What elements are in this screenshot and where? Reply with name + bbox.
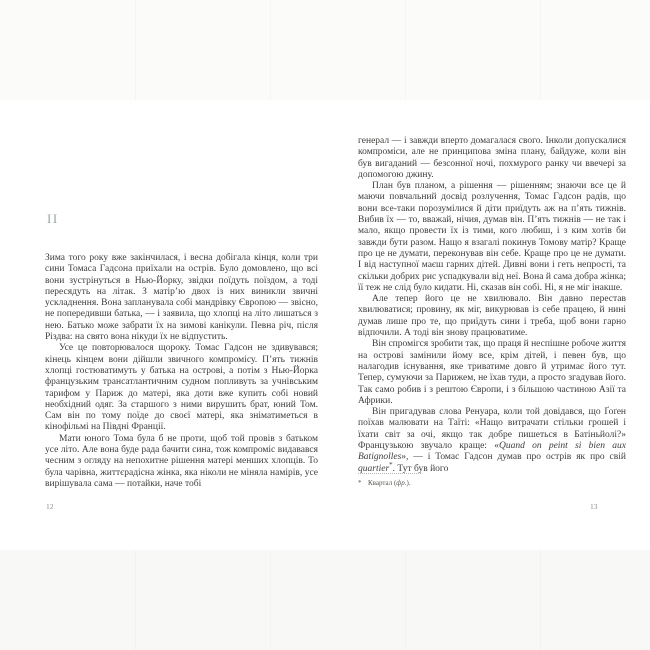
page-number-left: 12	[46, 502, 54, 511]
text-segment: *	[389, 460, 393, 469]
paragraph	[45, 343, 318, 433]
text-segment: Мати юного Тома була б не проти, щоб той провів з батьком усе літо. Але вона буде рада бачити сина, тож компроміс видавався чесним з огляду на непохитне рішення матері менших хлопців. То була чарівна, життєрадісна жінка, яка ніколи не міняла намірів, усе вирішувала сама — потайки, наче тобі	[45, 433, 318, 489]
background-seam	[540, 0, 541, 100]
background-seam	[540, 550, 541, 650]
italic-text: фр.	[396, 479, 407, 487]
paragraph	[358, 294, 626, 339]
page-number-right: 13	[590, 502, 598, 511]
paragraph	[358, 407, 626, 475]
footnote-text	[368, 479, 411, 488]
spread-gap-top	[0, 0, 650, 100]
text-segment: Квартал (	[368, 479, 397, 487]
footnote	[358, 479, 608, 488]
paragraph	[45, 434, 318, 490]
paragraph	[45, 253, 318, 343]
text-segment: Він пригадував слова Ренуара, коли той довідався, що Ґоґен поїхав малювати на Таїті: «Нащо витрачати стільки грошей і їхати світ за очі, якщо так добре пишеться в Батіньйолі?» Французькою звучало краще: «	[358, 407, 626, 452]
book-spread	[0, 100, 650, 550]
footnote-separator	[358, 473, 421, 474]
text-segment: Він спромігся зробити так, що праця й неспішне робоче життя на острові замінили йому все, крім дітей, і певен був, що налагодив існування, яке триватиме довго й утримає його тут. Тепер, сумуючи за Парижем, не їхав туди, а просто згадував його. Так само робив і з рештою Європи, і з більшою частиною Азії та Африки.	[358, 339, 626, 406]
book-page-left[interactable]	[0, 100, 325, 550]
left-page-body	[45, 253, 318, 490]
text-segment: План був планом, а рішення — рішенням; знаючи все це й маючи повчальний досвід розлучення, Томас Гадсон радів, що вони все-таки порозумілися й діти приїдуть аж на п’ять тижнів. Вибив їх — то, вважай, нічия, думав він. П’ять тижнів — не так і мало, якщо провести їх із тими, кого любиш, і з ким хотів би завжди бути разом. Нащо я взагалі покинув Томову матір? Краще про це не думати, переконував він себе. Краще про це не думати. І від наступної маєш гарних дітей. Дивні вони і геть непрості, та скільки добрих рис успадкували від неї. Вона й сама добра жінка; її теж не слід було кидати. Ні, сказав він собі. Ні, я не міг інакше.	[358, 181, 626, 293]
book-page-right[interactable]	[325, 100, 650, 550]
paragraph	[358, 136, 626, 181]
text-segment: Зима того року вже закінчилася, і весна добігала кінця, коли три сини Томаса Гадсона приїхали на острів. Було домовлено, що всі вони зустрінуться в Нью-Йорку, звідки поїдуть поїздом, а тоді пересядуть на літак. З матір’ю двох із них виникли звичні ускладнення. Вона запланувала собі мандрівку Європою — звісно, не попередивши батька, — і заявила, що хлопці на літо лишаться з нею. Батько може забрати їх на зимові канікули. Певна річ, після Різдва: на свято вона нікуди їх не відпустить.	[45, 253, 318, 343]
italic-text: quartier	[358, 463, 390, 474]
background-seam	[135, 0, 136, 100]
background-seam	[135, 550, 136, 650]
background-seam	[405, 0, 406, 100]
paragraph	[358, 181, 626, 294]
paragraph	[358, 339, 626, 407]
spread-gap-bottom	[0, 550, 650, 650]
text-segment: ).	[406, 479, 411, 487]
text-segment: Але тепер його це не хвилювало. Він давно перестав хвилюватися; провину, як міг, викурював із себе працею, й нині думав лише про те, що приїдуть сини і треба, щоб вони гарно відпочили. А тоді він знову працюватиме.	[358, 294, 626, 339]
text-segment: генерал — і завжди вперто домагалася свого. Інколи допускалися компроміси, але не принципова зміна плану, байдуже, коли він був вигаданий — безсонної ночі, похмурого ранку чи ввечері за допомогою джину.	[358, 136, 626, 180]
italic-text: Quand on peint si bien aux Batignolles	[358, 441, 626, 463]
footnote-marker: *	[358, 479, 362, 487]
right-page-body	[358, 136, 626, 475]
background-seam	[270, 0, 271, 100]
chapter-heading: ІІ	[47, 211, 59, 226]
text-segment: », — і Томас Гадсон думав про острів як про свій	[401, 452, 626, 463]
text-segment: Усе це повторювалося щороку. Томас Гадсон не здивувався; кінець кінцем вони дійшли звичного компромісу. П’ять тижнів хлопці гостюватимуть у батька на острові, а потім з Нью-Йорка французьким трансатлантичним судном попливуть за учнівським тарифом у Париж до матері, яка доти вже купить собі новий необхідний одяг. За старшого з ними вирушить брат, юний Том. Сам він по тому поїде до своєї матері, яка зніматиметься в кінофільмі на Півдні Франції.	[45, 343, 318, 433]
background-seam	[405, 550, 406, 650]
background-seam	[270, 550, 271, 650]
text-segment: . Тут був його	[392, 463, 449, 474]
